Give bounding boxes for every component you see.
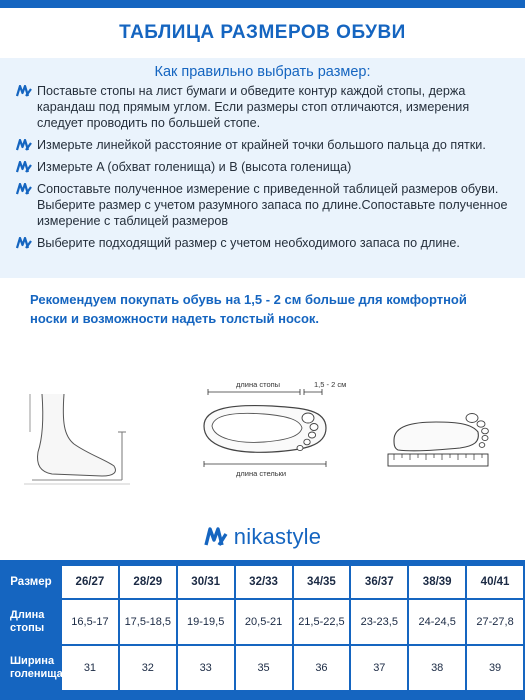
nikastyle-bullet-icon [16, 85, 32, 97]
brand-logo [0, 520, 525, 554]
size-table-wrap [0, 560, 525, 700]
foot-length-cell: 21,5-22,5 [294, 600, 350, 644]
foot-length-cell: 16,5-17 [62, 600, 118, 644]
foot-length-cell: 23-23,5 [351, 600, 407, 644]
instructions-heading: Как правильно выбрать размер: [154, 64, 371, 80]
size-cell: 40/41 [467, 566, 523, 598]
top-rule [0, 0, 525, 8]
nikastyle-bullet-icon [16, 139, 32, 151]
shaft-width-cell: 32 [120, 646, 176, 690]
sole-length-label: длина стельки [236, 469, 287, 478]
table-row [2, 566, 523, 598]
size-cell: 38/39 [409, 566, 465, 598]
list-item: Измерьте линейкой расстояние от крайней точки большого пальца до пятки. [16, 137, 511, 153]
shaft-width-cell: 37 [351, 646, 407, 690]
size-cell: 26/27 [62, 566, 118, 598]
size-cell: 34/35 [294, 566, 350, 598]
header-band [0, 0, 525, 58]
nikastyle-bullet-icon [16, 237, 32, 249]
row-header-shaft-width: Ширина голенища [10, 655, 63, 680]
table-row [2, 646, 523, 690]
shaft-width-cell: 36 [294, 646, 350, 690]
foot-length-cell: 24-24,5 [409, 600, 465, 644]
instructions-panel [0, 58, 525, 278]
instructions-list [16, 83, 511, 257]
shaft-width-cell: 38 [409, 646, 465, 690]
recommendation-text: Рекомендуем покупать обувь на 1,5 - 2 см больше для комфортной носки и возможности надеть толстый носок. [30, 292, 467, 326]
nikastyle-bullet-icon [16, 183, 32, 195]
page-title: ТАБЛИЦА РАЗМЕРОВ ОБУВИ [119, 22, 406, 43]
foot-length-label: длина стопы [236, 380, 281, 389]
margin-label: 1,5 - 2 см [314, 380, 347, 389]
list-item: Сопоставьте полученное измерение с приведенной таблицей размеров обуви. Выберите размер с учетом разумного запаса по длине.Сопоставьте полученное измерение с таблицей размеров [16, 181, 511, 229]
list-item: Измерьте A (обхват голенища) и B (высота голенища) [16, 159, 511, 175]
nikastyle-logo-icon [204, 527, 228, 547]
foot-side-icon [22, 392, 132, 492]
size-cell: 36/37 [351, 566, 407, 598]
insole-icon [192, 378, 372, 488]
list-item: Поставьте стопы на лист бумаги и обведите контур каждой стопы, держа карандаш под прямым углом. Если размеры стоп отличаются, измерения следует проводить по большей стопе. [16, 83, 511, 131]
foot-on-ruler-icon [384, 400, 494, 490]
shaft-width-cell: 39 [467, 646, 523, 690]
brand-name: nikastyle [233, 524, 322, 549]
shaft-width-cell: 35 [236, 646, 292, 690]
measurement-illustrations [0, 360, 525, 480]
foot-length-cell: 19-19,5 [178, 600, 234, 644]
list-item: Выберите подходящий размер с учетом необходимого запаса по длине. [16, 235, 511, 251]
row-header-size: Размер [10, 576, 52, 588]
shaft-width-cell: 31 [62, 646, 118, 690]
nikastyle-bullet-icon [16, 161, 32, 173]
size-cell: 28/29 [120, 566, 176, 598]
table-row [2, 600, 523, 644]
size-cell: 30/31 [178, 566, 234, 598]
row-header-foot-length: Длина стопы [10, 609, 45, 634]
shaft-width-cell: 33 [178, 646, 234, 690]
foot-length-cell: 20,5-21 [236, 600, 292, 644]
size-table [0, 564, 525, 692]
size-cell: 32/33 [236, 566, 292, 598]
foot-length-cell: 27-27,8 [467, 600, 523, 644]
foot-length-cell: 17,5-18,5 [120, 600, 176, 644]
